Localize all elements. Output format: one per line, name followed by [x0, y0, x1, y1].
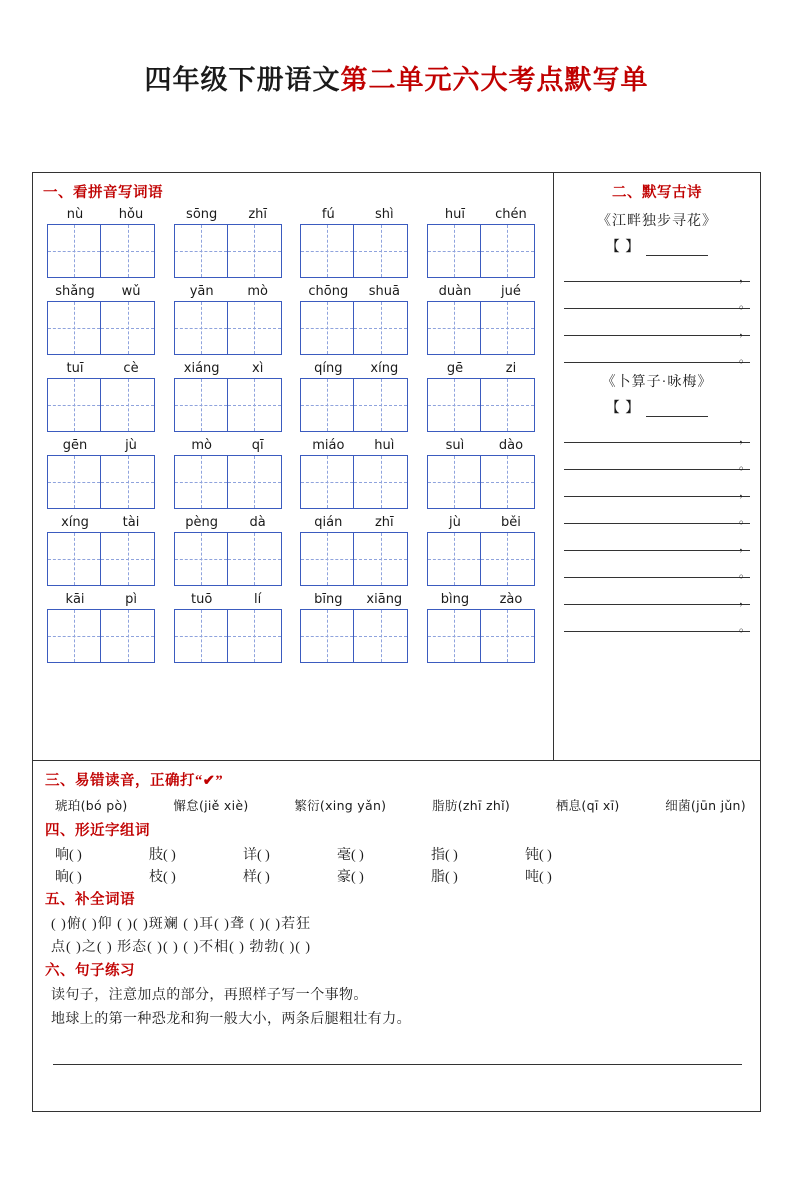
word-row	[43, 591, 545, 663]
similar-char-item[interactable]: 豪( )	[337, 870, 364, 885]
poem-title: 《江畔独步寻花》	[597, 214, 717, 229]
pinyin-syllable: sōng	[186, 207, 218, 222]
section-3-heading	[45, 769, 750, 790]
word-group	[427, 206, 539, 278]
pinyin-line	[47, 206, 159, 224]
tianzi-cell[interactable]	[300, 609, 354, 663]
pinyin-line	[174, 514, 286, 532]
poem-write-line[interactable]	[564, 285, 750, 309]
tianzi-cell[interactable]	[101, 455, 155, 509]
similar-char-item[interactable]: 脂( )	[431, 870, 458, 885]
similar-char-item[interactable]: 晌( )	[55, 870, 82, 885]
word-group	[47, 591, 159, 663]
pinyin-syllable: mò	[247, 284, 268, 299]
poem-write-line[interactable]	[564, 473, 750, 497]
word-group	[174, 283, 286, 355]
pinyin-syllable: tài	[122, 515, 140, 530]
pinyin-syllable: qī	[251, 438, 264, 453]
similar-char-item[interactable]: 详( )	[243, 848, 270, 863]
pinyin-syllable: hǒu	[118, 207, 144, 222]
section-3-items	[45, 794, 750, 817]
word-row	[43, 283, 545, 355]
tianzi-cell[interactable]	[101, 301, 155, 355]
word-group	[300, 360, 412, 432]
tianzi-cell[interactable]	[354, 455, 408, 509]
word-group	[300, 206, 412, 278]
pinyin-syllable: xiáng	[183, 361, 220, 376]
tianzi-cell[interactable]	[300, 532, 354, 586]
tianzi-cell[interactable]	[300, 224, 354, 278]
tianzi-cell[interactable]	[354, 532, 408, 586]
tianzi-cell[interactable]	[228, 224, 282, 278]
pinyin-syllable: dào	[498, 438, 524, 453]
tianzi-cell[interactable]	[228, 301, 282, 355]
pinyin-syllable: yān	[189, 284, 214, 299]
section-4-heading: 四、形近字组词	[45, 823, 150, 839]
tianzi-cell[interactable]	[427, 301, 481, 355]
pronunciation-item[interactable]: 栖息(qī xī)	[555, 798, 620, 813]
section-1-heading: 一、看拼音写词语	[43, 185, 163, 201]
pinyin-syllable: fú	[321, 207, 335, 222]
section-6-instruction: 读句子，注意加点的部分，再照样子写一个事物。	[51, 988, 368, 1003]
similar-char-item[interactable]: 毫( )	[337, 848, 364, 863]
poem-punct: 。	[738, 297, 751, 311]
page-title	[0, 58, 793, 97]
word-group	[47, 437, 159, 509]
tianzi-pair	[174, 609, 286, 663]
tianzi-pair	[300, 609, 412, 663]
tianzi-cell[interactable]	[174, 532, 228, 586]
pinyin-line	[300, 283, 412, 301]
answer-write-line[interactable]	[53, 1042, 742, 1065]
tianzi-pair	[47, 301, 159, 355]
tianzi-pair	[427, 224, 539, 278]
tianzi-cell[interactable]	[228, 378, 282, 432]
poem-write-line[interactable]	[564, 446, 750, 470]
word-group	[300, 283, 412, 355]
pinyin-syllable: wǔ	[121, 284, 141, 299]
pinyin-syllable: xíng	[61, 515, 89, 530]
pinyin-syllable: gēn	[62, 438, 88, 453]
tianzi-cell[interactable]	[481, 301, 535, 355]
pinyin-syllable: zhī	[374, 515, 394, 530]
pinyin-syllable: xiāng	[366, 592, 403, 607]
poem-author-blank[interactable]	[646, 402, 708, 417]
pinyin-syllable: xì	[252, 361, 264, 376]
pinyin-syllable: chén	[495, 207, 527, 222]
pronunciation-item[interactable]: 脂肪(zhī zhǐ)	[432, 798, 511, 813]
pinyin-syllable: pèng	[185, 515, 219, 530]
tianzi-pair	[427, 609, 539, 663]
poem-punct: ，	[738, 270, 751, 284]
pronunciation-item[interactable]: 细菌(jūn jǔn)	[665, 798, 746, 813]
pinyin-syllable: huī	[444, 207, 466, 222]
poem-write-line[interactable]	[564, 258, 750, 282]
tianzi-cell[interactable]	[47, 532, 101, 586]
word-group	[427, 283, 539, 355]
worksheet-frame	[32, 172, 761, 1112]
pinyin-syllable: dà	[249, 515, 266, 530]
poem-write-line[interactable]	[564, 339, 750, 363]
word-row	[43, 206, 545, 278]
word-row	[43, 514, 545, 586]
pinyin-syllable: qián	[314, 515, 343, 530]
tianzi-cell[interactable]	[228, 532, 282, 586]
word-group	[427, 360, 539, 432]
pinyin-line	[47, 283, 159, 301]
tianzi-pair	[300, 532, 412, 586]
similar-char-row	[45, 844, 750, 864]
tianzi-pair	[427, 532, 539, 586]
tianzi-pair	[47, 455, 159, 509]
tianzi-pair	[300, 455, 412, 509]
tianzi-pair	[300, 378, 412, 432]
tianzi-pair	[174, 224, 286, 278]
tianzi-pair	[174, 301, 286, 355]
word-group	[300, 591, 412, 663]
poem-author-bracket	[564, 236, 750, 256]
tianzi-pair	[427, 455, 539, 509]
pinyin-line	[427, 591, 539, 609]
pinyin-syllable: shǎng	[55, 284, 95, 299]
pinyin-syllable: suì	[445, 438, 465, 453]
tianzi-cell[interactable]	[174, 455, 228, 509]
pronunciation-item[interactable]: 琥珀(bó pò)	[55, 798, 128, 813]
pinyin-line	[174, 206, 286, 224]
pinyin-syllable: qíng	[314, 361, 343, 376]
tianzi-pair	[300, 224, 412, 278]
section-2-poem-dictation	[554, 173, 760, 760]
tianzi-cell[interactable]	[101, 224, 155, 278]
tianzi-cell[interactable]	[481, 378, 535, 432]
tianzi-cell[interactable]	[174, 224, 228, 278]
poem-bracket-text: 【 】	[605, 401, 641, 416]
tianzi-cell[interactable]	[481, 532, 535, 586]
pinyin-syllable: gē	[446, 361, 464, 376]
word-group	[47, 360, 159, 432]
poem-punct: 。	[738, 620, 751, 634]
pinyin-syllable: bīng	[314, 592, 343, 607]
poem-punct: 。	[738, 351, 751, 365]
section-3-heading-text: 三、易错读音，正确打“	[45, 773, 203, 789]
pinyin-line	[427, 437, 539, 455]
pinyin-syllable: shuā	[368, 284, 400, 299]
similar-char-item[interactable]: 指( )	[431, 848, 458, 863]
word-group	[47, 206, 159, 278]
tianzi-cell[interactable]	[427, 609, 481, 663]
tianzi-pair	[47, 224, 159, 278]
poem-punct: 。	[738, 512, 751, 526]
pinyin-syllable: cè	[123, 361, 139, 376]
word-group	[427, 591, 539, 663]
tianzi-pair	[174, 378, 286, 432]
top-region	[33, 173, 760, 761]
tianzi-pair	[427, 378, 539, 432]
page-title-part1: 四年级下册语文	[144, 65, 341, 95]
pinyin-syllable: zhī	[248, 207, 267, 222]
tianzi-cell[interactable]	[47, 609, 101, 663]
tianzi-cell[interactable]	[101, 532, 155, 586]
tianzi-cell[interactable]	[228, 455, 282, 509]
tianzi-cell[interactable]	[174, 609, 228, 663]
pinyin-syllable: jù	[449, 515, 461, 530]
tianzi-cell[interactable]	[354, 301, 408, 355]
idiom-fill-row[interactable]: ( )俯( )仰 ( )( )斑斓 ( )耳( )聋 ( )( )若狂	[51, 917, 312, 932]
tianzi-cell[interactable]	[481, 224, 535, 278]
pinyin-syllable: huì	[374, 438, 395, 453]
tianzi-cell[interactable]	[47, 455, 101, 509]
pinyin-syllable: pì	[125, 592, 137, 607]
tianzi-cell[interactable]	[174, 301, 228, 355]
word-group	[47, 283, 159, 355]
pinyin-line	[427, 514, 539, 532]
poem-write-line[interactable]	[564, 312, 750, 336]
tianzi-cell[interactable]	[354, 378, 408, 432]
pinyin-line	[300, 514, 412, 532]
pinyin-syllable: duàn	[438, 284, 472, 299]
tianzi-cell[interactable]	[47, 224, 101, 278]
section-5-heading: 五、补全词语	[45, 892, 135, 908]
pinyin-line	[300, 437, 412, 455]
tianzi-cell[interactable]	[354, 609, 408, 663]
tianzi-pair	[427, 301, 539, 355]
page-title-part2: 第二单元六大考点默写单	[340, 65, 649, 95]
tianzi-cell[interactable]	[47, 301, 101, 355]
poem-punct: ，	[738, 431, 751, 445]
word-group	[174, 360, 286, 432]
pinyin-syllable: jué	[501, 284, 521, 299]
tianzi-cell[interactable]	[174, 378, 228, 432]
similar-char-item[interactable]: 肢( )	[149, 848, 176, 863]
tianzi-cell[interactable]	[300, 301, 354, 355]
bottom-region	[33, 761, 760, 1065]
tianzi-cell[interactable]	[427, 378, 481, 432]
section-1-pinyin-words	[33, 173, 554, 760]
pinyin-line	[427, 283, 539, 301]
poem-write-line[interactable]	[564, 527, 750, 551]
section-6-heading: 六、句子练习	[45, 963, 135, 979]
pinyin-line	[47, 437, 159, 455]
poem-title: 《卜算子·咏梅》	[601, 375, 713, 390]
word-group	[427, 437, 539, 509]
pinyin-syllable: lí	[254, 592, 262, 607]
pinyin-line	[174, 437, 286, 455]
pinyin-line	[427, 360, 539, 378]
pinyin-line	[47, 591, 159, 609]
pinyin-line	[174, 283, 286, 301]
poem-author-bracket	[564, 397, 750, 417]
similar-char-item[interactable]: 样( )	[243, 870, 270, 885]
tianzi-cell[interactable]	[300, 378, 354, 432]
similar-char-item[interactable]: 枝( )	[149, 870, 176, 885]
tianzi-cell[interactable]	[427, 455, 481, 509]
section-2-heading: 二、默写古诗	[612, 185, 702, 201]
pinyin-syllable: jù	[125, 438, 137, 453]
poem-bracket-text: 【 】	[605, 240, 641, 255]
poem-author-blank[interactable]	[646, 241, 708, 256]
pinyin-syllable: nù	[66, 207, 84, 222]
tianzi-cell[interactable]	[354, 224, 408, 278]
pinyin-syllable: zi	[505, 361, 517, 376]
pinyin-syllable: shì	[375, 207, 394, 222]
tianzi-cell[interactable]	[481, 609, 535, 663]
pinyin-syllable: chōng	[308, 284, 349, 299]
pinyin-line	[300, 360, 412, 378]
check-mark-icon: ✔	[202, 773, 216, 789]
word-group	[427, 514, 539, 586]
word-group	[174, 591, 286, 663]
similar-char-item[interactable]: 钝( )	[525, 848, 552, 863]
pinyin-syllable: bìng	[440, 592, 470, 607]
word-row	[43, 437, 545, 509]
pinyin-syllable: tuī	[66, 361, 84, 376]
tianzi-cell[interactable]	[481, 455, 535, 509]
poem-write-line[interactable]	[564, 419, 750, 443]
tianzi-pair	[47, 532, 159, 586]
poem-write-line[interactable]	[564, 554, 750, 578]
tianzi-cell[interactable]	[228, 609, 282, 663]
word-group	[174, 206, 286, 278]
word-row	[43, 360, 545, 432]
pinyin-syllable: mò	[191, 438, 212, 453]
poem-punct: ，	[738, 593, 751, 607]
pinyin-syllable: běi	[501, 515, 521, 530]
tianzi-pair	[174, 455, 286, 509]
word-group	[47, 514, 159, 586]
pinyin-syllable: xíng	[370, 361, 399, 376]
word-group	[174, 514, 286, 586]
word-group	[300, 514, 412, 586]
word-group	[300, 437, 412, 509]
similar-char-item[interactable]: 吨( )	[525, 870, 552, 885]
poem-write-line[interactable]	[564, 581, 750, 605]
pinyin-syllable: kāi	[65, 592, 85, 607]
pinyin-line	[47, 514, 159, 532]
poem-write-line[interactable]	[564, 608, 750, 632]
poem-punct: ，	[738, 539, 751, 553]
pinyin-syllable: zào	[499, 592, 523, 607]
pinyin-syllable: miáo	[312, 438, 345, 453]
pinyin-line	[427, 206, 539, 224]
poem-write-line[interactable]	[564, 500, 750, 524]
tianzi-cell[interactable]	[47, 378, 101, 432]
poem-punct: ，	[738, 324, 751, 338]
pronunciation-item[interactable]: 繁衍(xing yǎn)	[294, 798, 387, 813]
worksheet-page	[0, 58, 793, 1180]
pinyin-line	[174, 591, 286, 609]
poem-punct: ，	[738, 485, 751, 499]
pinyin-syllable: tuō	[191, 592, 213, 607]
section-6-example-sentence: 地球上的第一种恐龙和狗一般大小，两条后腿粗壮有力。	[51, 1012, 411, 1027]
tianzi-pair	[300, 301, 412, 355]
similar-char-item[interactable]: 响( )	[55, 848, 82, 863]
tianzi-pair	[174, 532, 286, 586]
tianzi-cell[interactable]	[101, 609, 155, 663]
pinyin-line	[47, 360, 159, 378]
tianzi-cell[interactable]	[427, 224, 481, 278]
tianzi-cell[interactable]	[300, 455, 354, 509]
similar-char-row	[45, 866, 750, 886]
tianzi-pair	[47, 609, 159, 663]
word-group	[174, 437, 286, 509]
idiom-fill-row[interactable]: 点( )之( ) 形态( )( ) ( )不相( ) 勃勃( )( )	[51, 940, 312, 955]
poem-punct: 。	[738, 566, 751, 580]
tianzi-cell[interactable]	[101, 378, 155, 432]
tianzi-cell[interactable]	[427, 532, 481, 586]
pinyin-line	[300, 206, 412, 224]
pronunciation-item[interactable]: 懈怠(jiě xiè)	[173, 798, 249, 813]
pinyin-line	[174, 360, 286, 378]
poem-punct: 。	[738, 458, 751, 472]
tianzi-pair	[47, 378, 159, 432]
section-3-heading-end: ”	[215, 773, 224, 789]
pinyin-line	[300, 591, 412, 609]
